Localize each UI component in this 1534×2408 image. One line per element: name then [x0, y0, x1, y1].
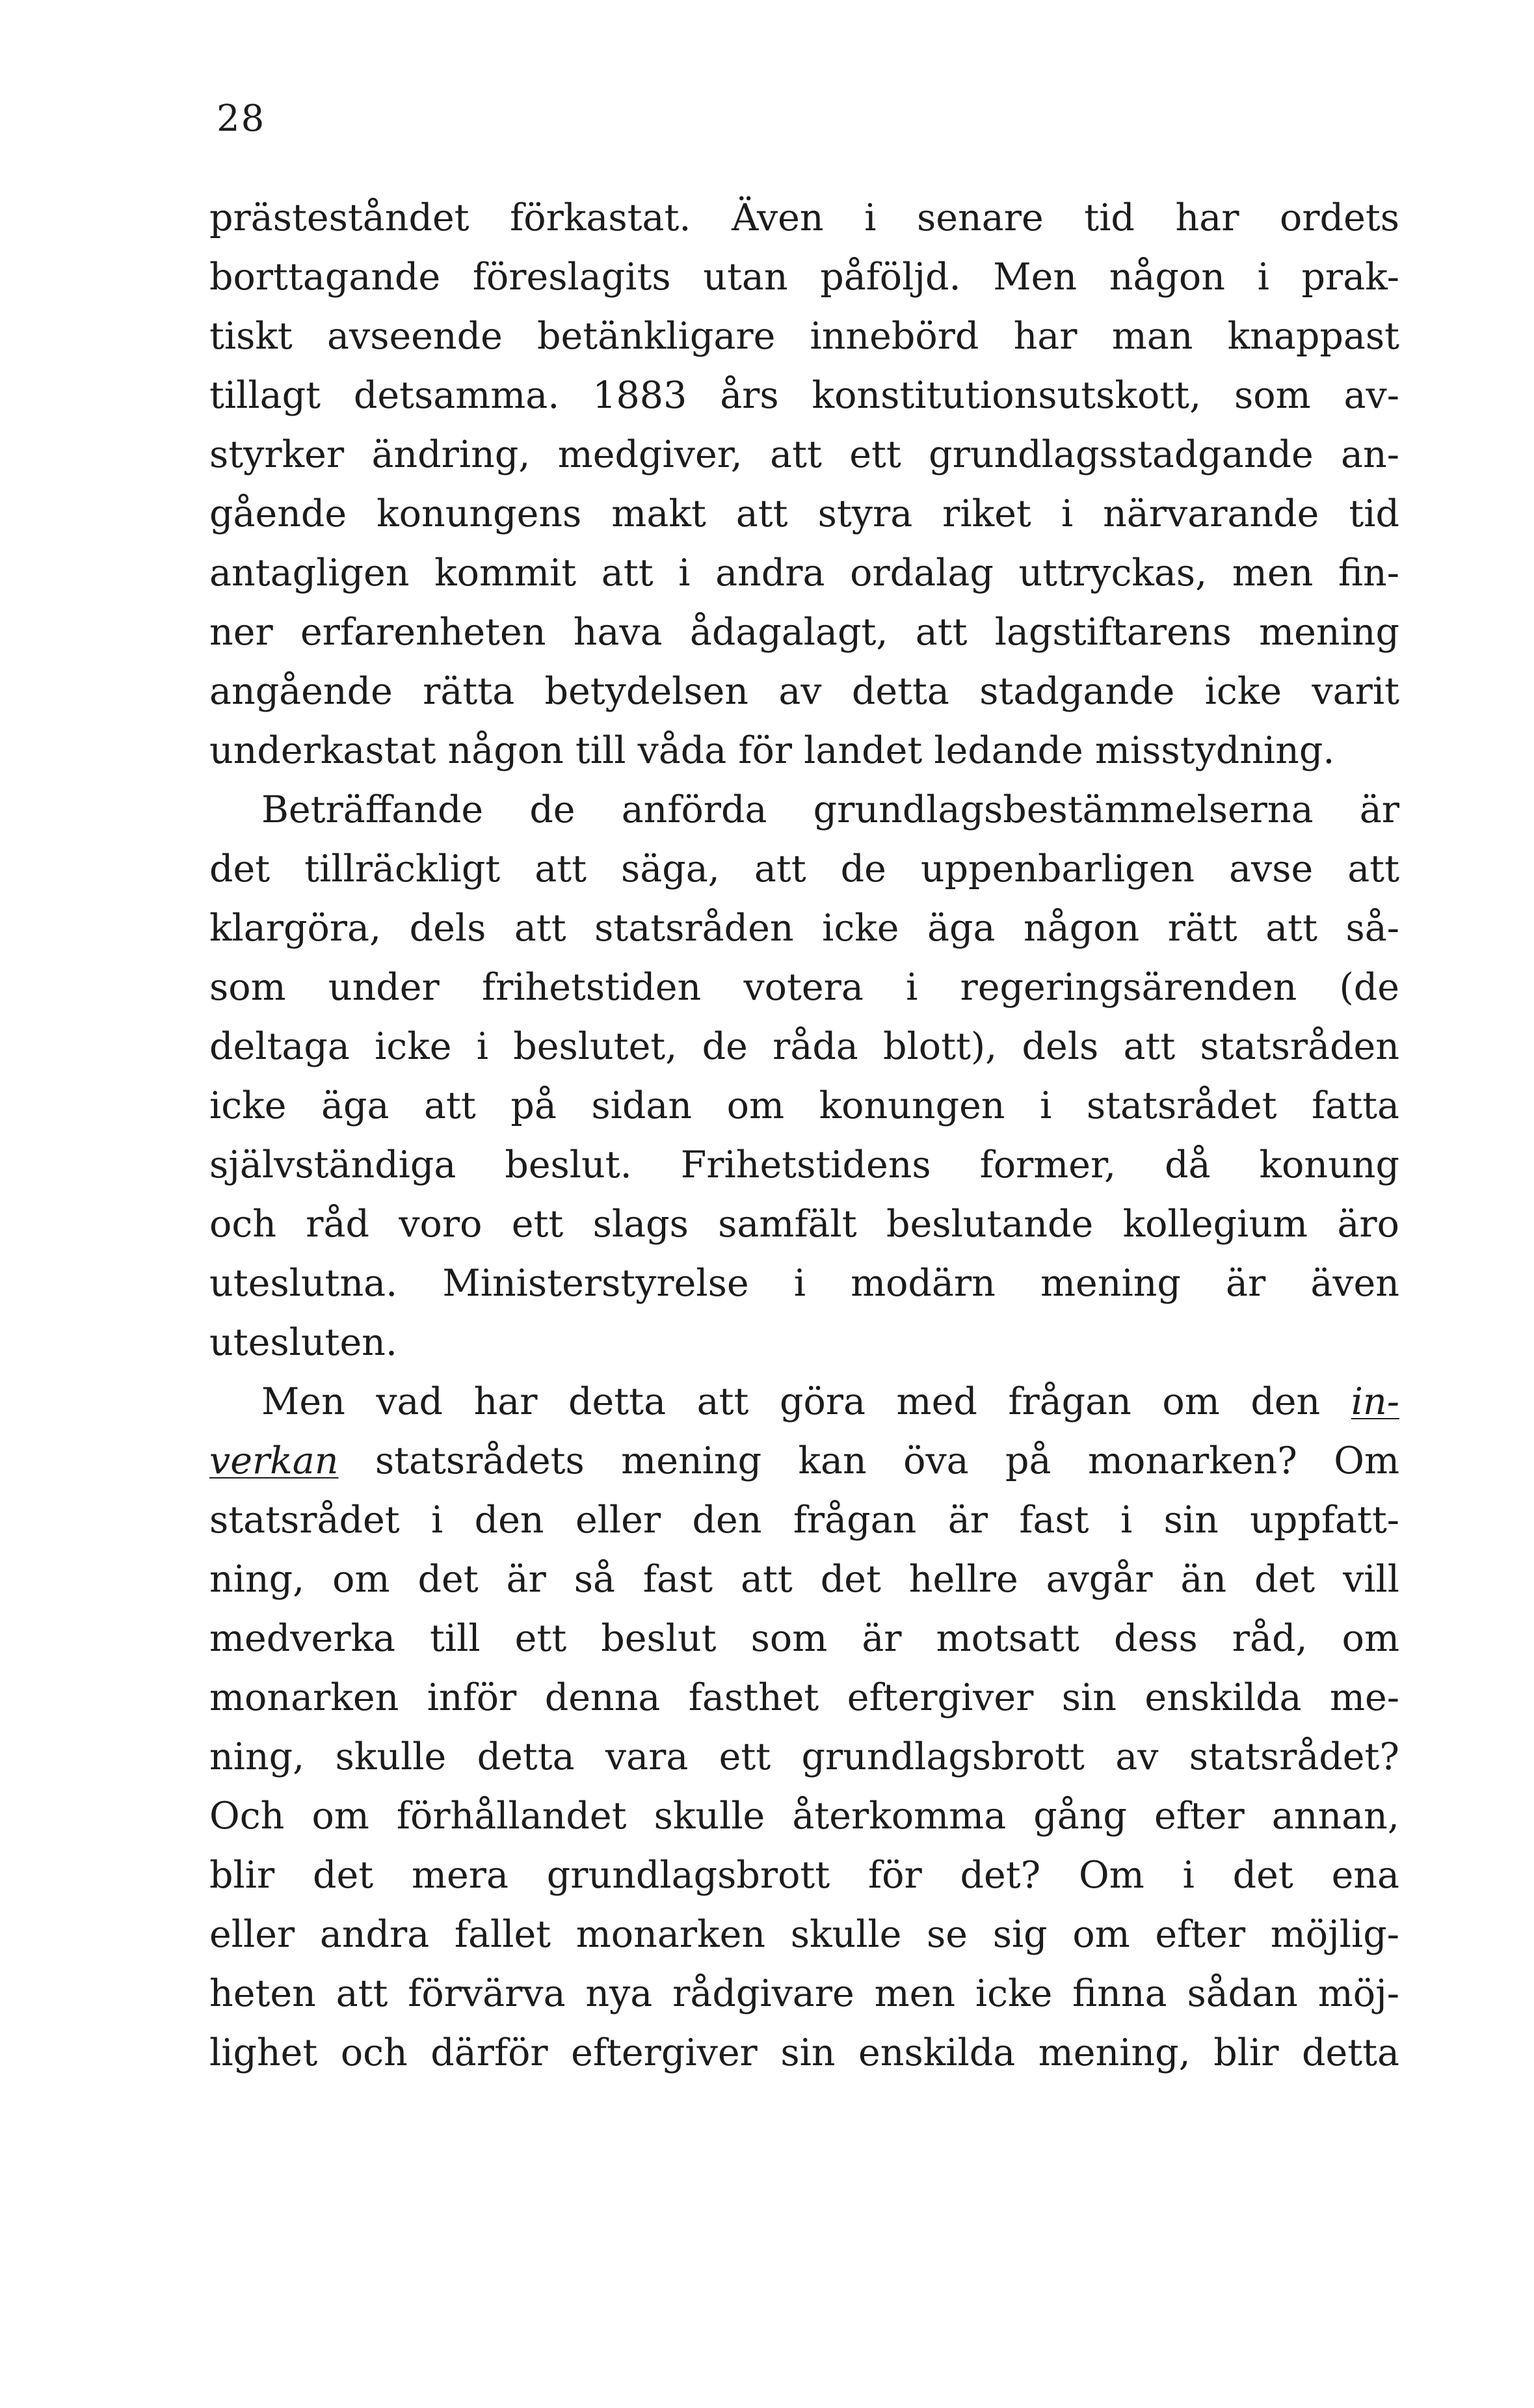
text-line: angående rätta betydelsen av detta stadgande icke varit — [209, 670, 1399, 713]
text-line: ning, skulle detta vara ett grundlagsbrott av statsrådet? — [209, 1735, 1399, 1778]
text-line: medverka till ett beslut som är motsatt dess råd, om — [209, 1617, 1399, 1660]
text-line: deltaga icke i beslutet, de råda blott), dels att statsråden — [209, 1025, 1399, 1068]
text-line: prästeståndet förkastat. Även i senare tid har ordets — [209, 196, 1399, 239]
text-line: lighet och därför eftergiver sin enskilda mening, blir detta — [209, 2031, 1399, 2074]
page-number: 28 — [217, 98, 266, 140]
text-line: ner erfarenheten hava ådagalagt, att lagstiftarens mening — [209, 611, 1399, 654]
text-line: underkastat någon till våda för landet ledande misstydning. — [209, 729, 1335, 772]
text-line: Och om förhållandet skulle återkomma gång efter annan, — [209, 1795, 1399, 1838]
text-line: gående konungens makt att styra riket i närvarande tid — [209, 492, 1399, 535]
text-line: monarken inför denna fasthet eftergiver sin enskilda me- — [209, 1676, 1399, 1719]
text-line: borttagande föreslagits utan påföljd. Men någon i prak- — [209, 256, 1399, 299]
text-line: heten att förvärva nya rådgivare men icke finna sådan möj- — [209, 1972, 1399, 2015]
text-line: utesluten. — [209, 1321, 398, 1364]
italic-run: in- — [1351, 1380, 1399, 1423]
text-run: Men vad har detta att göra med frågan om den — [261, 1380, 1351, 1423]
italic-run: verkan — [209, 1439, 339, 1482]
text-line: uteslutna. Ministerstyrelse i modärn mening är även — [209, 1262, 1399, 1305]
text-body — [209, 189, 1399, 2083]
text-line: klargöra, dels att statsråden icke äga någon rätt att så- — [209, 907, 1399, 950]
text-line: antagligen kommit att i andra ordalag uttryckas, men fin- — [209, 552, 1399, 595]
text-line: Beträffande de anförda grundlagsbestämmelserna är — [261, 788, 1399, 831]
text-line: ning, om det är så fast att det hellre avgår än det vill — [209, 1558, 1399, 1601]
text-line: och råd voro ett slags samfält beslutande kollegium äro — [209, 1203, 1399, 1246]
text-line: eller andra fallet monarken skulle se sig om efter möjlig- — [209, 1913, 1399, 1956]
text-line — [209, 1372, 1399, 1432]
text-line: tiskt avseende betänkligare innebörd har man knappast — [209, 315, 1399, 358]
text-line: icke äga att på sidan om konungen i statsrådet fatta — [209, 1084, 1399, 1127]
text-line: som under frihetstiden votera i regeringsärenden (de — [209, 966, 1399, 1009]
text-line: tillagt detsamma. 1883 års konstitutionsutskott, som av- — [209, 374, 1399, 417]
text-line — [209, 1432, 1399, 1491]
text-line: statsrådet i den eller den frågan är fast i sin uppfatt- — [209, 1499, 1399, 1542]
text-line: blir det mera grundlagsbrott för det? Om i det ena — [209, 1854, 1399, 1897]
text-line: självständiga beslut. Frihetstidens former, då konung — [209, 1144, 1399, 1186]
text-line: det tillräckligt att säga, att de uppenbarligen avse att — [209, 848, 1399, 890]
text-run: statsrådets mening kan öva på monarken? Om — [338, 1439, 1399, 1482]
text-line: styrker ändring, medgiver, att ett grundlagsstadgande an- — [209, 433, 1399, 476]
